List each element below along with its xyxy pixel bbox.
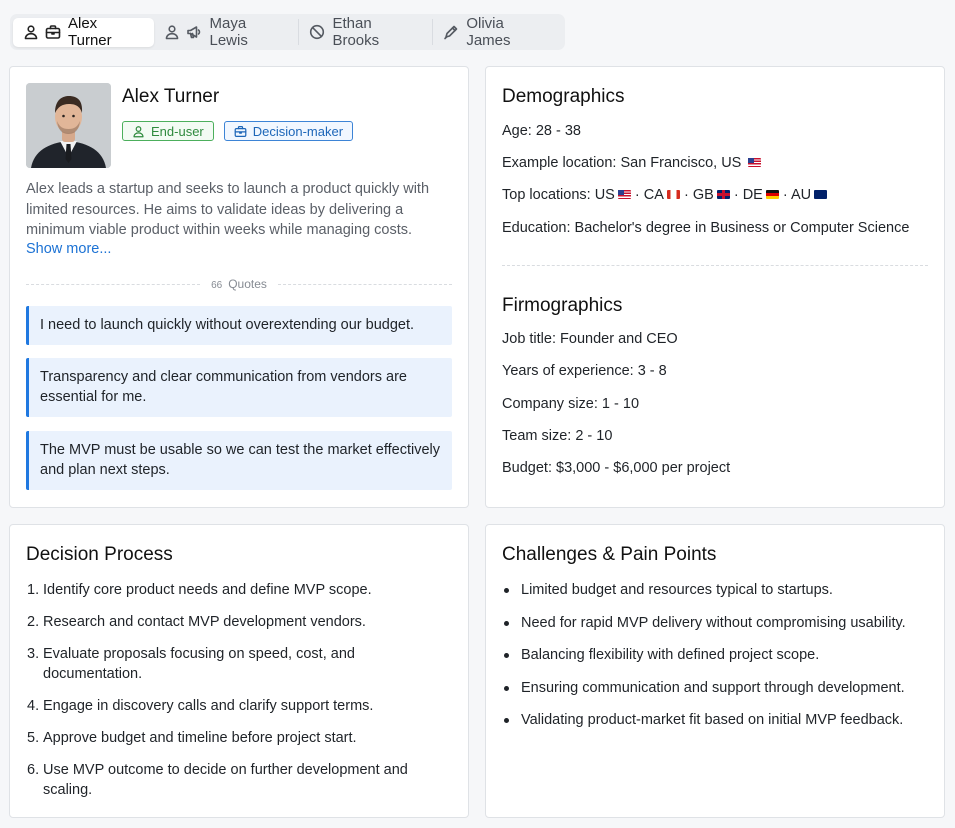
challenge-item: Need for rapid MVP delivery without compromising usability. bbox=[502, 613, 932, 633]
user-icon bbox=[132, 125, 145, 138]
quotes-divider bbox=[26, 277, 452, 293]
briefcase-icon bbox=[234, 125, 247, 138]
tab-label: Alex Turner bbox=[68, 15, 112, 49]
us-flag-icon bbox=[618, 190, 631, 199]
badge-end-user bbox=[122, 121, 214, 141]
badge-decision-maker bbox=[224, 121, 353, 141]
demographics-title: Demographics bbox=[502, 86, 625, 107]
education-row: Education: Bachelor's degree in Business or Computer Science bbox=[502, 220, 910, 236]
challenge-item: Ensuring communication and support through development. bbox=[502, 678, 932, 698]
decision-step: 6. Use MVP outcome to decide on further development and scaling. bbox=[27, 762, 408, 798]
challenges-card bbox=[485, 524, 945, 818]
avatar-portrait bbox=[26, 83, 111, 168]
demographics-card bbox=[485, 66, 945, 508]
tab-label: Ethan Brooks bbox=[332, 15, 380, 49]
decision-process-title: Decision Process bbox=[26, 544, 173, 565]
decision-steps-list bbox=[27, 580, 447, 800]
location-au: AU bbox=[790, 187, 812, 203]
quote-icon: 66 bbox=[211, 280, 223, 291]
location-de: DE bbox=[742, 187, 763, 203]
example-location-row bbox=[502, 155, 761, 171]
location-gb: GB bbox=[692, 187, 714, 203]
quote-item: I need to launch quickly without overextending our budget. bbox=[26, 306, 452, 345]
challenge-item: Validating product-market fit based on initial MVP feedback. bbox=[502, 710, 932, 730]
tab-label: Olivia James bbox=[466, 15, 511, 49]
de-flag-icon bbox=[766, 190, 779, 199]
team-size-row: Team size: 2 - 10 bbox=[502, 428, 613, 444]
section-divider bbox=[502, 265, 928, 266]
megaphone-icon bbox=[186, 24, 202, 40]
decision-step: 3. Evaluate proposals focusing on speed, cost, and documentation. bbox=[27, 646, 355, 682]
company-size-row: Company size: 1 - 10 bbox=[502, 396, 640, 412]
decision-step: 2. Research and contact MVP development vendors. bbox=[27, 614, 366, 630]
show-more-link[interactable]: Show more... bbox=[26, 241, 112, 257]
job-title-row: Job title: Founder and CEO bbox=[502, 331, 678, 347]
briefcase-icon bbox=[45, 24, 61, 40]
persona-tabs bbox=[10, 14, 565, 50]
location-ca: CA bbox=[643, 187, 664, 203]
decision-process-card bbox=[9, 524, 469, 818]
challenges-title: Challenges & Pain Points bbox=[502, 544, 717, 565]
top-locations-prefix: Top locations: bbox=[502, 187, 591, 203]
decision-step: 1. Identify core product needs and define MVP scope. bbox=[27, 582, 372, 598]
profile-card bbox=[9, 66, 469, 508]
avatar bbox=[26, 83, 111, 168]
quotes-label: Quotes bbox=[228, 277, 267, 291]
badge-label: End-user bbox=[151, 123, 204, 139]
tab-olivia-james[interactable] bbox=[433, 15, 562, 49]
persona-name: Alex Turner bbox=[122, 86, 220, 107]
user-icon bbox=[164, 24, 180, 40]
decision-step: 4. Engage in discovery calls and clarify support terms. bbox=[27, 698, 374, 714]
persona-description: Alex leads a startup and seeks to launch a product quickly with limited resources. He aims to validate ideas by delivering a minimum viable product within weeks while managing costs. bbox=[26, 181, 430, 238]
tab-label: Maya Lewis bbox=[209, 15, 248, 49]
pen-icon bbox=[443, 24, 459, 40]
challenge-item: Limited budget and resources typical to startups. bbox=[502, 580, 932, 600]
au-flag-icon bbox=[814, 190, 827, 199]
challenges-list bbox=[502, 580, 932, 730]
firmographics-title: Firmographics bbox=[502, 295, 623, 316]
tab-maya-lewis[interactable] bbox=[154, 15, 298, 49]
age-row: Age: 28 - 38 bbox=[502, 123, 581, 139]
user-icon bbox=[23, 24, 39, 40]
quote-item: Transparency and clear communication from vendors are essential for me. bbox=[26, 358, 452, 417]
role-badges bbox=[122, 121, 353, 141]
top-locations-row: Top locations: US · CA · GB · DE · AU bbox=[502, 187, 827, 203]
tab-alex-turner[interactable] bbox=[13, 15, 154, 49]
example-location-text: Example location: San Francisco, US bbox=[502, 155, 742, 171]
decision-step: 5. Approve budget and timeline before project start. bbox=[27, 730, 357, 746]
experience-row: Years of experience: 3 - 8 bbox=[502, 363, 667, 379]
budget-row: Budget: $3,000 - $6,000 per project bbox=[502, 460, 731, 476]
challenge-item: Balancing flexibility with defined project scope. bbox=[502, 645, 932, 665]
us-flag-icon bbox=[748, 158, 761, 167]
tab-ethan-brooks[interactable] bbox=[299, 15, 432, 49]
quote-item: The MVP must be usable so we can test the market effectively and plan next steps. bbox=[26, 431, 452, 490]
gb-flag-icon bbox=[717, 190, 730, 199]
ban-icon bbox=[309, 24, 325, 40]
badge-label: Decision-maker bbox=[252, 123, 344, 139]
ca-flag-icon bbox=[667, 190, 680, 199]
location-us: US bbox=[594, 187, 615, 203]
